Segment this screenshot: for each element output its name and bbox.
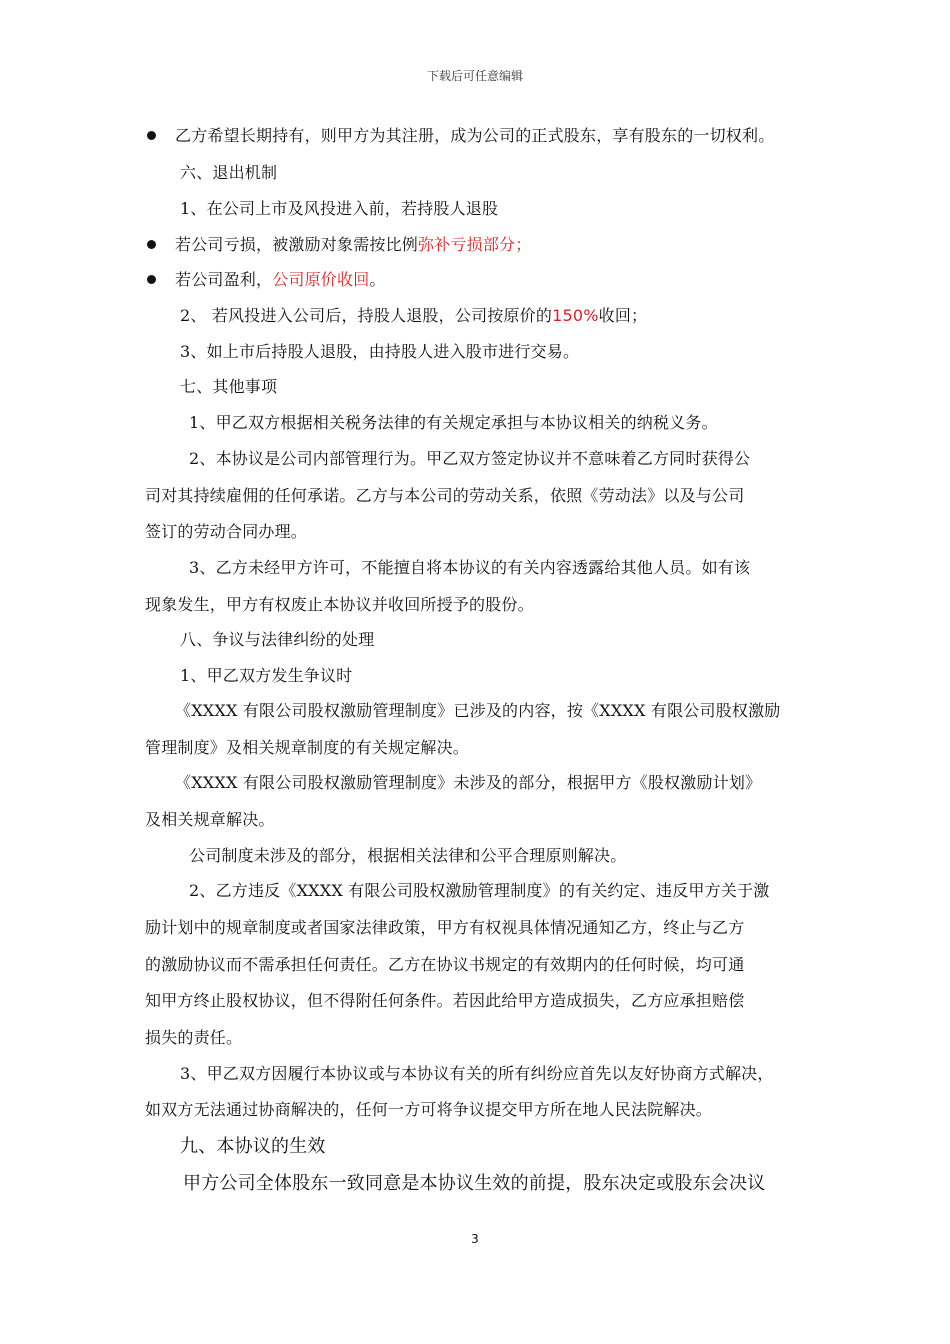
paragraph: 知甲方终止股权协议，但不得附任何条件。若因此给甲方造成损失，乙方应承担赔偿	[145, 991, 745, 1010]
section-heading-6: 六、退出机制	[180, 163, 278, 182]
paragraph: 励计划中的规章制度或者国家法律政策，甲方有权视具体情况通知乙方，终止与乙方	[145, 918, 745, 937]
paragraph: 损失的责任。	[145, 1028, 243, 1047]
paragraph: 3、如上市后持股人退股，由持股人进入股市进行交易。	[180, 342, 580, 361]
paragraph: 管理制度》及相关规章制度的有关规定解决。	[145, 738, 470, 757]
paragraph: 2、本协议是公司内部管理行为。甲乙双方签定协议并不意味着乙方同时获得公	[189, 449, 751, 468]
page-header: 下载后可任意编辑	[426, 69, 523, 83]
bullet-text-part: 若公司亏损，被激励对象需按比例	[175, 235, 419, 254]
bullet-text	[175, 235, 531, 255]
paragraph: 签订的劳动合同办理。	[145, 522, 308, 541]
bullet-icon	[147, 240, 156, 249]
page-number: 3	[471, 1232, 479, 1246]
paragraph	[180, 306, 647, 326]
paragraph-part: 2、 若风投进入公司后，持股人退股，公司按原价的	[180, 306, 553, 325]
paragraph: 1、甲乙双方发生争议时	[180, 666, 353, 685]
paragraph: 1、在公司上市及风投进入前，若持股人退股	[180, 199, 499, 218]
paragraph: 3、甲乙双方因履行本协议或与本协议有关的所有纠纷应首先以友好协商方式解决，	[180, 1064, 774, 1083]
bullet-text-part: 若公司盈利，	[175, 270, 273, 289]
paragraph: 3、乙方未经甲方许可，不能擅自将本协议的有关内容透露给其他人员。如有该	[189, 558, 751, 577]
paragraph: 《XXXX 有限公司股权激励管理制度》未涉及的部分，根据甲方《股权激励计划》	[175, 773, 762, 792]
bullet-icon	[147, 131, 156, 140]
paragraph: 如双方无法通过协商解决的，任何一方可将争议提交甲方所在地人民法院解决。	[145, 1100, 713, 1119]
section-heading-7: 七、其他事项	[180, 377, 278, 396]
paragraph: 的激励协议而不需承担任何责任。乙方在协议书规定的有效期内的任何时候，均可通	[145, 955, 745, 974]
paragraph: 2、乙方违反《XXXX 有限公司股权激励管理制度》的有关约定、违反甲方关于激	[189, 881, 770, 900]
bullet-text: 乙方希望长期持有，则甲方为其注册，成为公司的正式股东，享有股东的一切权利。	[175, 126, 775, 145]
paragraph: 现象发生，甲方有权废止本协议并收回所授予的股份。	[145, 595, 534, 614]
paragraph-part: 收回；	[598, 306, 648, 325]
highlighted-text: 公司原价收回	[272, 270, 370, 289]
section-heading-8: 八、争议与法律纠纷的处理	[180, 630, 375, 649]
paragraph: 公司制度未涉及的部分，根据相关法律和公平合理原则解决。	[189, 846, 627, 865]
highlighted-text: 弥补亏损部分；	[418, 235, 532, 254]
bullet-text	[175, 270, 386, 290]
paragraph: 《XXXX 有限公司股权激励管理制度》已涉及的内容，按《XXXX 有限公司股权激励	[175, 701, 781, 720]
bullet-icon	[147, 275, 156, 284]
section-heading-9: 九、本协议的生效	[180, 1136, 326, 1157]
bullet-text-part: 。	[369, 270, 386, 289]
paragraph: 及相关规章解决。	[145, 810, 275, 829]
paragraph: 司对其持续雇佣的任何承诺。乙方与本公司的劳动关系，依照《劳动法》以及与公司	[145, 486, 745, 505]
highlighted-percent: 150%	[552, 306, 599, 325]
paragraph: 1、甲乙双方根据相关税务法律的有关规定承担与本协议相关的纳税义务。	[189, 413, 718, 432]
paragraph: 甲方公司全体股东一致同意是本协议生效的前提，股东决定或股东会决议	[183, 1173, 766, 1194]
